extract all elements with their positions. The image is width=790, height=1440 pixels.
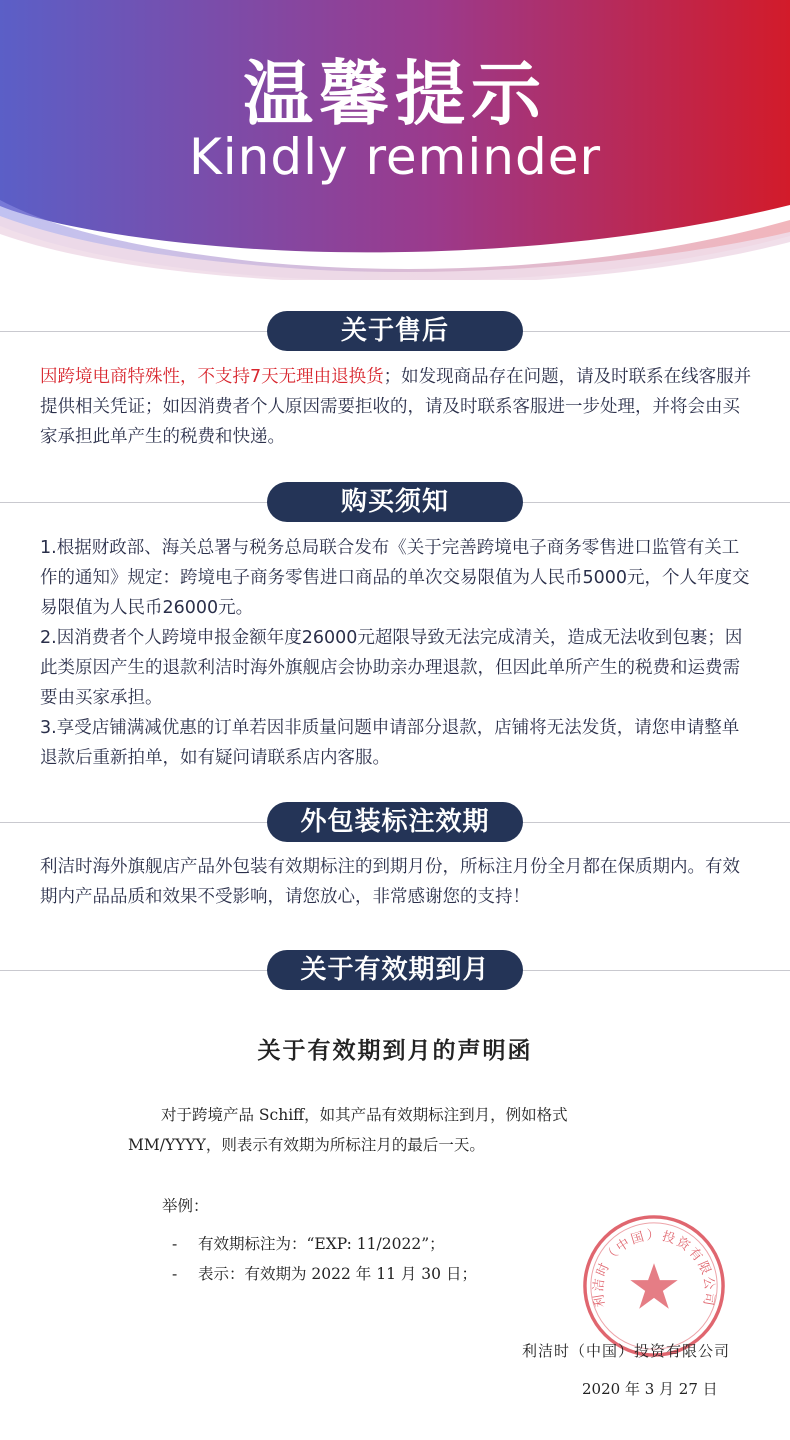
svg-text:利洁时（中国）投资有限公司: 利洁时（中国）投资有限公司	[591, 1228, 717, 1309]
company-signature: 利洁时（中国）投资有限公司	[522, 1342, 731, 1360]
after-sales-body: ；如发现商品存在问题，请及时联系在线客服并提供相关凭证；如因消费者个人原因需要拒收的，请及时联系客服进一步处理，并将会由买家承担此单产生的税费和快递。	[40, 367, 752, 447]
example-item	[172, 1232, 445, 1254]
example-text: 表示：有效期为 2022 年 11 月 30 日；	[198, 1265, 477, 1283]
purchase-notice-list	[40, 533, 752, 773]
purchase-notice-item-1: 1.根据财政部、海关总署与税务总局联合发布《关于完善跨境电子商务零售进口监管有关工作的通知》规定：跨境电子商务零售进口商品的单次交易限值为人民币5000元，个人年度交易限值为人民币26000元。	[40, 538, 750, 618]
after-sales-text	[40, 362, 752, 452]
purchase-notice-item-3: 3.享受店铺满减优惠的订单若因非质量问题申请部分退款，店铺将无法发货，请您申请整单退款后重新拍单，如有疑问请联系店内客服。	[40, 718, 740, 768]
declaration-body	[128, 1100, 648, 1160]
section-header-expiry-month	[0, 950, 790, 990]
declaration-line-2: MM/YYYY，则表示有效期为所标注月的最后一天。	[128, 1136, 485, 1154]
example-label: 举例：	[162, 1197, 209, 1215]
example-item	[172, 1262, 477, 1284]
declaration-line-1: 对于跨境产品 Schiff，如其产品有效期标注到月，例如格式	[161, 1106, 568, 1124]
section-title-after-sales: 关于售后	[267, 311, 523, 351]
company-seal-stamp	[580, 1212, 728, 1360]
list-dash: -	[172, 1265, 178, 1283]
packaging-expiry-text: 利洁时海外旗舰店产品外包装有效期标注的到期月份，所标注月份全月都在保质期内。有效期内产品品质和效果不受影响，请您放心，非常感谢您的支持！	[40, 857, 740, 907]
banner-subtitle: Kindly reminder	[188, 128, 602, 186]
list-dash: -	[172, 1235, 178, 1253]
example-text: 有效期标注为：“EXP: 11/2022”；	[198, 1235, 445, 1253]
header-banner	[0, 0, 790, 280]
section-header-packaging-expiry	[0, 802, 790, 842]
section-title-expiry-month: 关于有效期到月	[267, 950, 523, 990]
section-title-packaging-expiry: 外包装标注效期	[267, 802, 523, 842]
purchase-notice-item-2: 2.因消费者个人跨境申报金额年度26000元超限导致无法完成清关，造成无法收到包裹；因此类原因产生的退款利洁时海外旗舰店会协助亲办理退款，但因此单所产生的税费和运费需要由买家承担。	[40, 628, 743, 708]
section-header-after-sales	[0, 311, 790, 351]
after-sales-highlight: 因跨境电商特殊性，不支持7天无理由退换货	[40, 367, 384, 387]
section-title-purchase-notice: 购买须知	[267, 482, 523, 522]
banner-title: 温馨提示	[243, 53, 547, 135]
section-header-purchase-notice	[0, 482, 790, 522]
declaration-title: 关于有效期到月的声明函	[257, 1037, 533, 1064]
declaration-date: 2020 年 3 月 27 日	[582, 1380, 718, 1398]
